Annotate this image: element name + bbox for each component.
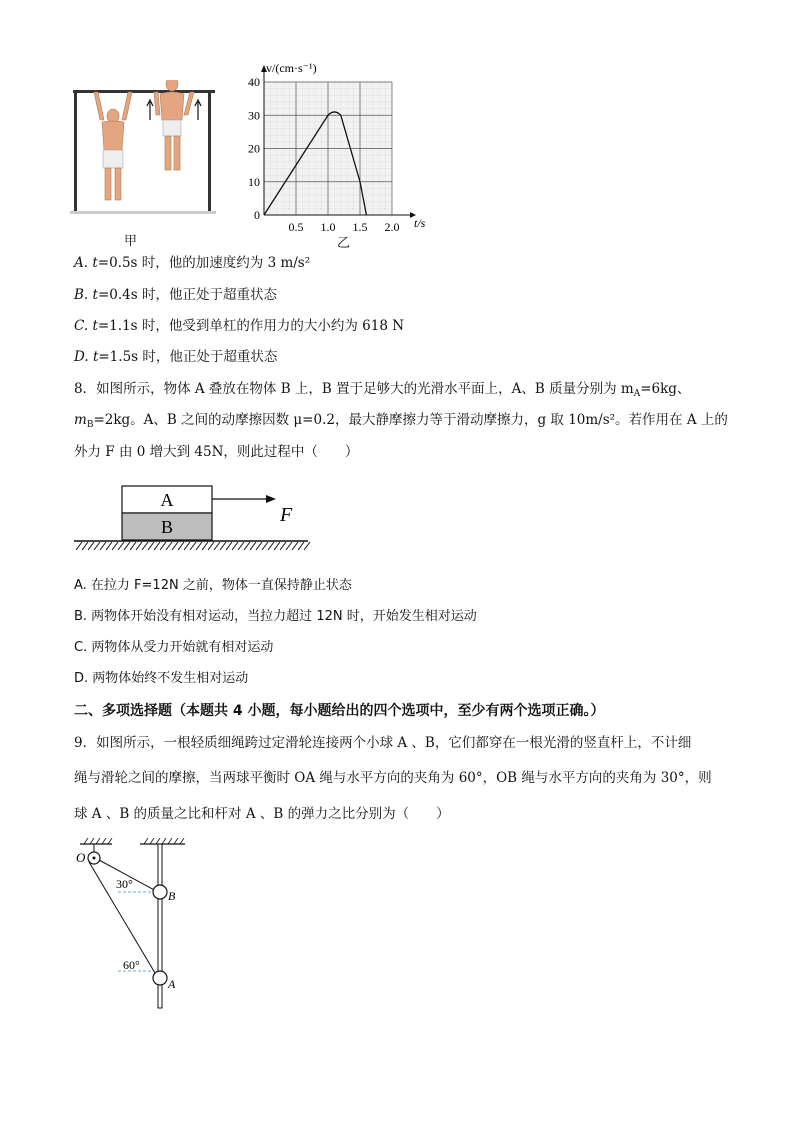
q8-stem-line3: 外力 F 由 0 增大到 45N，则此过程中（ ） xyxy=(74,444,359,460)
hatch-line xyxy=(94,542,100,550)
q9-stem-line1: 9．如图所示，一根轻质细绳跨过定滑轮连接两个小球 A 、B，它们都穿在一根光滑的竖直杆上，不计细 xyxy=(74,735,692,751)
hatch-line xyxy=(226,542,232,550)
vt-chart xyxy=(236,60,436,250)
hatch-line xyxy=(76,542,82,550)
block-b-label: B xyxy=(160,517,174,537)
option-letter: B. xyxy=(74,287,89,303)
caption-jia: 甲 xyxy=(124,234,138,249)
ground xyxy=(70,211,216,214)
hatch-line xyxy=(274,542,280,550)
q8-option-b: B. 两物体开始没有相对运动，当拉力超过 12N 时，开始发生相对运动 xyxy=(74,609,477,624)
hatch-line xyxy=(298,542,304,550)
y-tick-label: 40 xyxy=(248,75,260,89)
y-tick-label: 10 xyxy=(248,174,260,189)
hatch-line xyxy=(172,542,178,550)
hatch-line xyxy=(82,542,88,550)
option-letter: A. xyxy=(74,255,89,271)
pulley-rod-figure xyxy=(70,838,220,1013)
x-tick-label: 1.0 xyxy=(320,220,336,234)
q7-option-c: C. t=1.1s 时，他受到单杠的作用力的大小约为 618 N xyxy=(74,318,405,334)
chart-xlabel: t/s xyxy=(414,216,426,230)
section-heading: 二、多项选择题（本题共 4 小题，每小题给出的四个选项中，至少有两个选项正确。） xyxy=(74,703,605,719)
angle-30-label: 30° xyxy=(116,877,133,891)
block-a-label: A xyxy=(160,490,174,510)
q8-option-a: A. 在拉力 F=12N 之前，物体一直保持静止状态 xyxy=(74,578,352,593)
ceiling-hatch xyxy=(84,838,184,844)
hatch-line xyxy=(112,542,118,550)
angle-60-label: 60° xyxy=(123,958,140,972)
hatch-line xyxy=(268,542,274,550)
hatch-line xyxy=(292,542,298,550)
hatch-line xyxy=(124,542,130,550)
y-tick-label: 0 xyxy=(254,208,260,222)
hatch-line xyxy=(118,542,124,550)
hatch-line xyxy=(160,542,166,550)
blocks-figure xyxy=(72,484,312,559)
hatch-line xyxy=(184,542,190,550)
hatch-line xyxy=(214,542,220,550)
hatch-line xyxy=(238,542,244,550)
arrow-head-icon xyxy=(266,495,276,503)
hatch-line xyxy=(190,542,196,550)
hatch-line xyxy=(136,542,142,550)
option-letter: D. xyxy=(74,349,89,365)
hatch-line xyxy=(88,542,94,550)
x-tick-label: 2.0 xyxy=(384,220,400,234)
hatch-line xyxy=(208,542,214,550)
hatch-line xyxy=(262,542,268,550)
hatch-line xyxy=(280,542,286,550)
force-label: F xyxy=(280,504,293,526)
person-hanging-icon xyxy=(94,92,132,200)
q7-option-a: A. t=0.5s 时，他的加速度约为 3 m/s² xyxy=(74,255,311,271)
chart-grid xyxy=(264,82,392,215)
ground-hatch xyxy=(76,542,310,550)
option-letter: C. xyxy=(74,318,89,334)
x-tick-label: 1.5 xyxy=(352,220,368,234)
hatch-line xyxy=(232,542,238,550)
hatch-line xyxy=(142,542,148,550)
q7-option-d: D. t=1.5s 时，他正处于超重状态 xyxy=(74,349,278,365)
hatch-line xyxy=(250,542,256,550)
q8-stem-line2: $m_B=2kg$。A、B 之间的动摩擦因数 μ=0.2，最大静摩擦力等于滑动摩擦力，g 取 10m/s²。若作用在 A 上的 xyxy=(74,412,728,430)
q9-stem-line3: 球 A 、B 的质量之比和杆对 A 、B 的弹力之比分别为（ ） xyxy=(74,806,450,822)
hatch-line xyxy=(166,542,172,550)
ball-a xyxy=(153,971,167,985)
hatch-line xyxy=(244,542,250,550)
q9-stem-line2: 绳与滑轮之间的摩擦，当两球平衡时 OA 绳与水平方向的夹角为 60°，OB 绳与水平方向的夹角为 30°，则 xyxy=(74,770,712,786)
ball-b xyxy=(153,885,167,899)
hatch-line xyxy=(286,542,292,550)
chart-ylabel: v/(cm·s⁻¹) xyxy=(266,61,317,75)
q8-option-d: D. 两物体始终不发生相对运动 xyxy=(74,671,249,686)
hatch-line xyxy=(148,542,154,550)
hatch-line xyxy=(220,542,226,550)
caption-yi: 乙 xyxy=(337,236,351,251)
y-tick-label: 30 xyxy=(248,108,260,123)
hatch-line xyxy=(100,542,106,550)
label-o: O xyxy=(76,850,86,865)
q8-option-c: C. 两物体从受力开始就有相对运动 xyxy=(74,640,274,655)
hatch-line xyxy=(154,542,160,550)
hatch-line xyxy=(130,542,136,550)
hatch-line xyxy=(196,542,202,550)
hatch-line xyxy=(202,542,208,550)
q8-stem-line1: 8．如图所示，物体 A 叠放在物体 B 上，B 置于足够大的光滑水平面上，A、B 质量分别为 $m_A=6kg$、 xyxy=(74,381,691,399)
hatch-line xyxy=(256,542,262,550)
q7-option-b: B. t=0.4s 时，他正处于超重状态 xyxy=(74,287,277,303)
label-b: B xyxy=(168,889,176,903)
bar-post-left xyxy=(74,90,77,214)
hatch-line xyxy=(106,542,112,550)
pullup-figure xyxy=(70,80,220,255)
y-tick-label: 20 xyxy=(248,141,260,156)
hatch-line xyxy=(304,542,310,550)
person-raised-icon xyxy=(154,80,194,170)
hatch-line xyxy=(178,542,184,550)
label-a: A xyxy=(168,977,176,991)
bar-post-right xyxy=(208,90,211,214)
x-tick-label: 0.5 xyxy=(288,220,304,234)
